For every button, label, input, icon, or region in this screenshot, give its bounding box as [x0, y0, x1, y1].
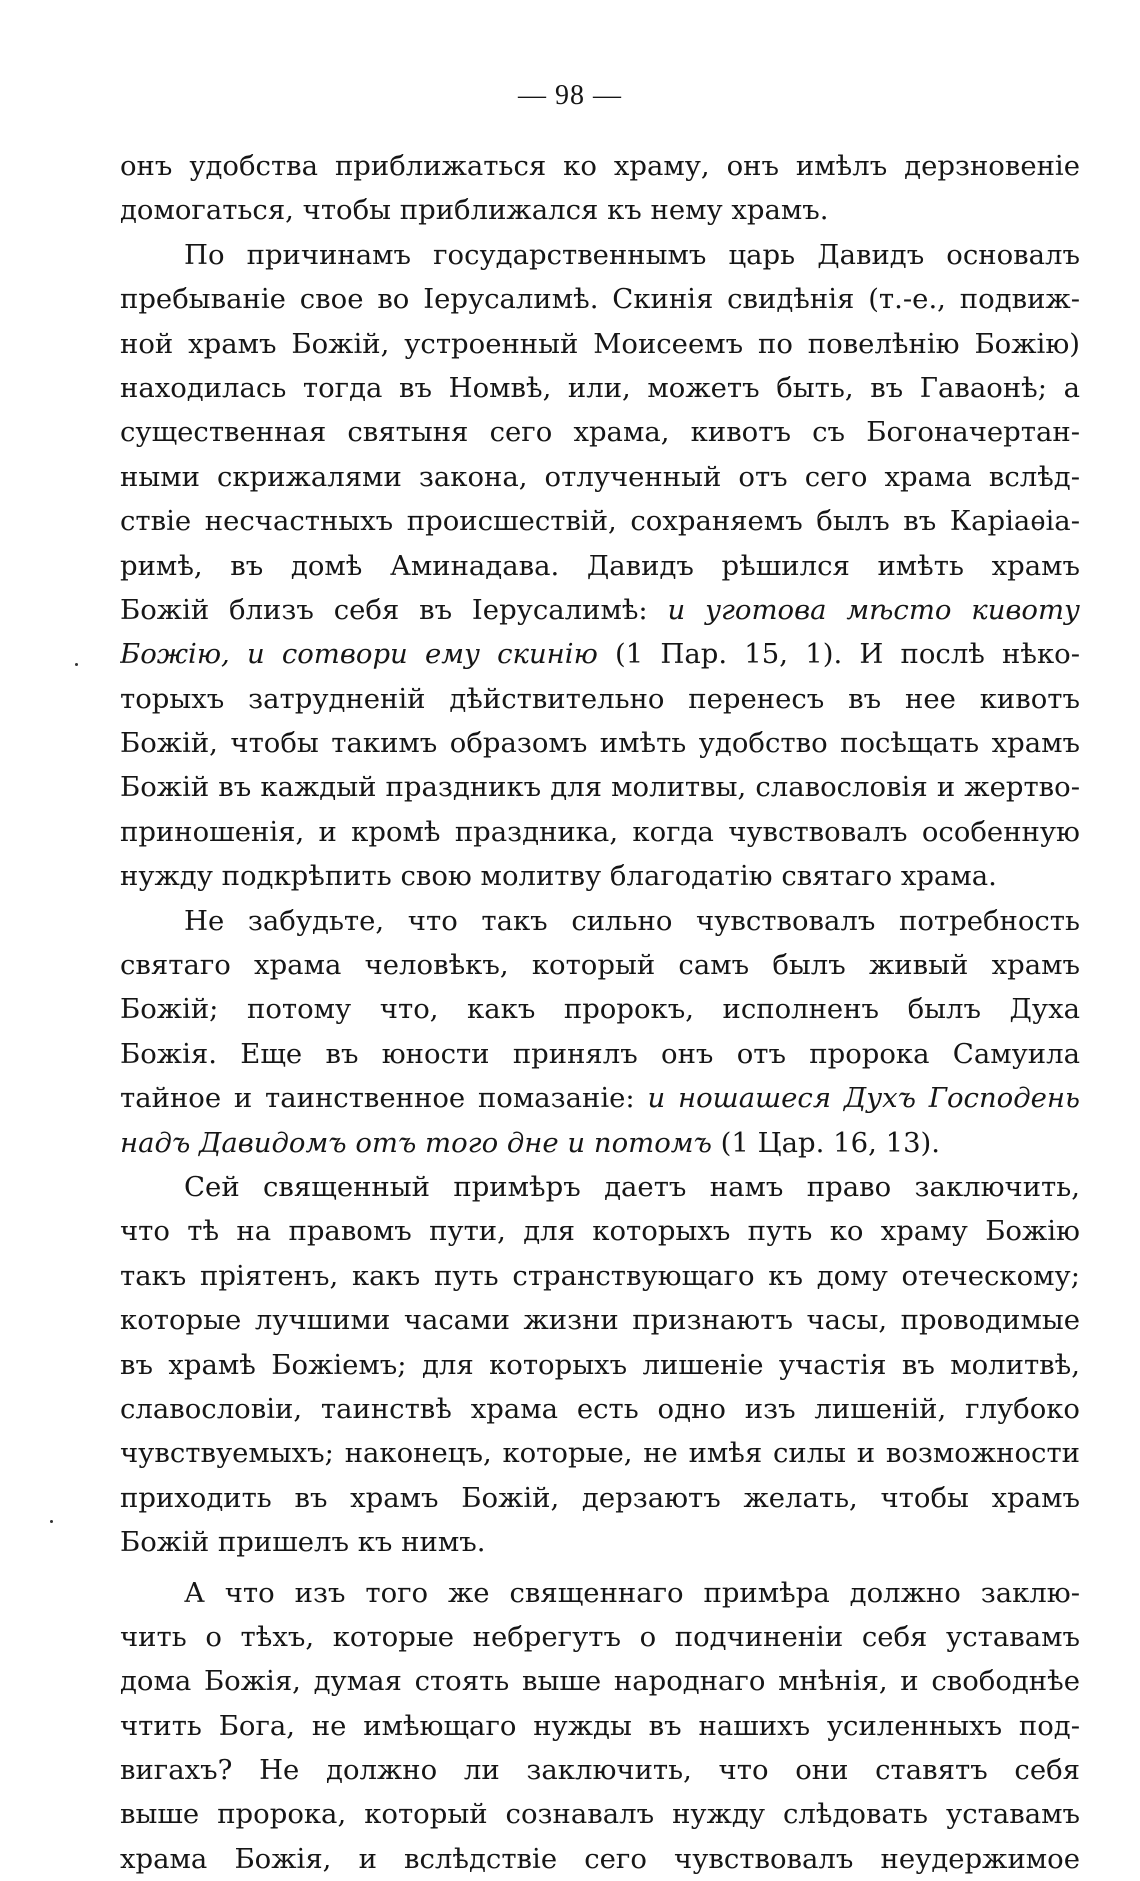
stray-ink-mark: [75, 663, 78, 666]
text-line: выше пророка, который сознавалъ нужду слѣдовать уставамъ: [120, 1798, 1080, 1831]
text-line: [120, 1121, 1080, 1165]
text-line: По причинамъ государственнымъ царь Давидъ основалъ: [184, 238, 1080, 271]
text-segment: (1 Цар. 16, 13).: [711, 1126, 941, 1159]
text-line: такъ пріятенъ, какъ путь странствующаго къ дому отеческому;: [120, 1259, 1080, 1292]
text-line: домогаться, чтобы приближался къ нему храмъ.: [120, 194, 829, 227]
text-line: Не забудьте, что такъ сильно чувствовалъ потребность: [184, 904, 1080, 937]
text-line: чувствуемыхъ; наконецъ, которые, не имѣя силы и возможности: [120, 1437, 1080, 1470]
text-line: дома Божія, думая стоять выше народнаго мнѣнія, и свободнѣе: [120, 1665, 1080, 1698]
text-line: въ храмѣ Божіемъ; для которыхъ лишеніе участія въ молитвѣ,: [120, 1348, 1080, 1381]
text-line: чтить Бога, не имѣющаго нужды въ нашихъ усиленныхъ под-: [120, 1709, 1080, 1742]
text-line: Божій; потому что, какъ пророкъ, исполненъ былъ Духа: [120, 993, 1080, 1026]
text-line: находилась тогда въ Номвѣ, или, можетъ быть, въ Гаваонѣ; а: [120, 371, 1080, 404]
page-number: — 98 —: [518, 80, 622, 111]
text-line: приношенія, и кромѣ праздника, когда чувствовалъ особенную: [120, 815, 1080, 848]
text-line: Божій въ каждый праздникъ для молитвы, славословія и жертво-: [120, 771, 1080, 804]
text-line: святаго храма человѣкъ, который самъ былъ живый храмъ: [120, 949, 1080, 982]
text-line: что тѣ на правомъ пути, для которыхъ путь ко храму Божію: [120, 1215, 1080, 1248]
stray-ink-mark: [50, 1520, 53, 1523]
text-line: Божій пришелъ къ нимъ.: [120, 1526, 486, 1559]
scripture-quote: и уготова мѣсто кивоту: [667, 593, 1080, 626]
text-line: [120, 1076, 1080, 1120]
text-line: ными скрижалями закона, отлученный отъ сего храма вслѣд-: [120, 460, 1080, 493]
scripture-quote: Божію, и сотвори ему скинію: [120, 638, 598, 671]
text-line: вигахъ? Не должно ли заключить, что они ставятъ себя: [120, 1754, 1080, 1787]
text-line: [120, 588, 1080, 632]
text-line: Божія. Еще въ юности принялъ онъ отъ пророка Самуила: [120, 1037, 1080, 1070]
text-line: ной храмъ Божій, устроенный Моисеемъ по повелѣнію Божію): [120, 327, 1080, 360]
text-segment: тайное и таинственное помазаніе:: [120, 1082, 648, 1115]
text-line: ствіе несчастныхъ происшествій, сохраняемъ былъ въ Каріаѳіа-: [120, 505, 1080, 538]
text-line: приходить въ храмъ Божій, дерзаютъ желать, чтобы храмъ: [120, 1481, 1080, 1514]
text-segment: (1 Пар. 15, 1). И послѣ нѣко-: [597, 638, 1080, 671]
text-line: славословіи, таинствѣ храма есть одно изъ лишеній, глубоко: [120, 1392, 1080, 1425]
text-line: А что изъ того же священнаго примѣра должно заклю-: [184, 1576, 1080, 1609]
text-line: нужду подкрѣпить свою молитву благодатію святаго храма.: [120, 860, 997, 893]
text-line: торыхъ затрудненій дѣйствительно перенесъ въ нее кивотъ: [120, 682, 1080, 715]
text-line: римѣ, въ домѣ Аминадава. Давидъ рѣшился имѣть храмъ: [120, 549, 1080, 582]
scripture-quote: надъ Давидомъ отъ того дне и потомъ: [120, 1126, 712, 1159]
text-line: онъ удобства приближаться ко храму, онъ имѣлъ дерзновеніе: [120, 150, 1080, 182]
text-line: пребываніе свое во Іерусалимѣ. Скинія свидѣнія (т.-е., подвиж-: [120, 283, 1080, 316]
text-line: Сей священный примѣръ даетъ намъ право заключить,: [184, 1170, 1080, 1203]
text-line: чить о тѣхъ, которые небрегутъ о подчиненіи себя уставамъ: [120, 1620, 1080, 1653]
text-line: которые лучшими часами жизни признаютъ часы, проводимые: [120, 1304, 1080, 1337]
text-line: существенная святыня сего храма, кивотъ съ Богоначертан-: [120, 416, 1080, 449]
scripture-quote: и ношашеся Духъ Господень: [647, 1082, 1080, 1115]
text-line: [120, 632, 1080, 676]
text-line: храма Божія, и вслѣдствіе сего чувствовалъ неудержимое: [120, 1842, 1080, 1875]
text-line: Божій, чтобы такимъ образомъ имѣть удобство посѣщать храмъ: [120, 727, 1080, 760]
text-segment: Божій близъ себя въ Іерусалимѣ:: [120, 593, 668, 626]
page-text-body: [120, 144, 1080, 1881]
